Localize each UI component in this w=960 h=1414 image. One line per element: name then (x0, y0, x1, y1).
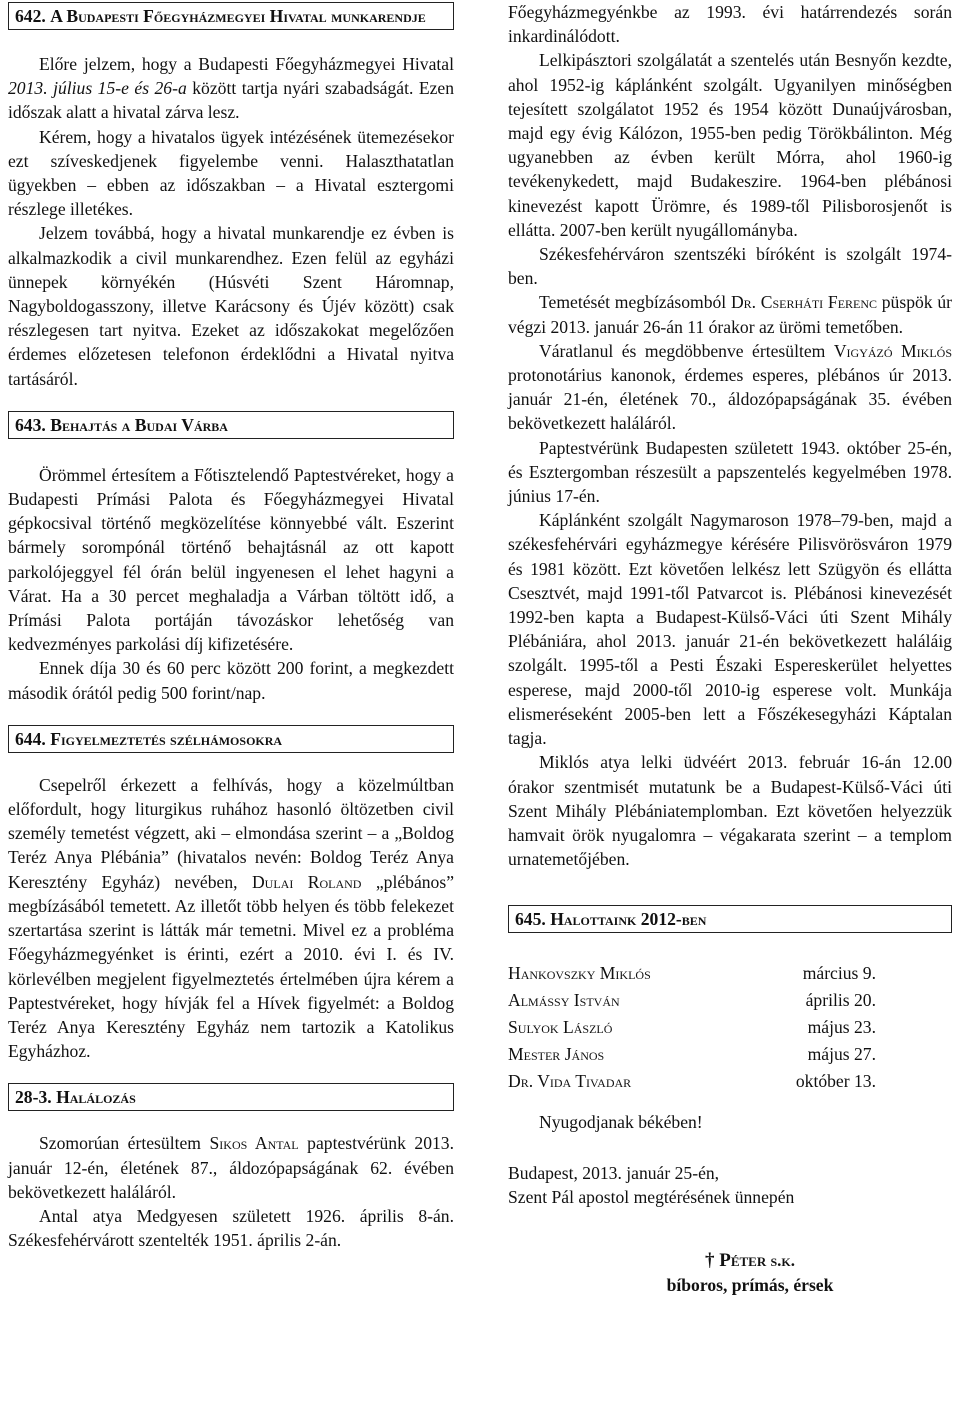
paragraph: Temetését megbízásomból Dr. Cserháti Ferenc püspök úr végzi 2013. január 26-án 11 órakor az ürömi temetőben. (508, 292, 952, 337)
section-heading-28-3 (8, 1083, 454, 1111)
person-name: Dr. Cserháti Ferenc (730, 292, 878, 313)
person-name: Dulai Roland (251, 871, 362, 892)
heading-number: 644. (15, 728, 46, 749)
list-item: Dr. Vida Tivadar október 13. (508, 1071, 876, 1092)
left-column (8, 0, 454, 1252)
person-name: Sikos Antal (209, 1133, 299, 1154)
cross-icon: † (704, 1249, 715, 1271)
heading-number: 643. (15, 414, 46, 435)
paragraph: Kérem, hogy a hivatalos ügyek intézésének ütemezésekor ezt szíveskedjenek figyelembe venni. Halaszthatatlan ügyekben – ebben az időszakban – a Hivatal esztergomi részlege illetékes. (8, 126, 454, 220)
paragraph: Csepelről érkezett a felhívás, hogy a közelmúltban előfordult, hogy liturgikus ruhához hasonló öltözetben civil személy temetést végzett, aki – elmondása szerint – a „Boldog Teréz Anya Plébánia” (hivatalos nevén: Boldog Teréz Anya Keresztény Egyház) nevében, Dulai Roland „plébános” megbízásából temetett. Az illetőt több helyen és több felekezet szertartása szerint is látták már temetni. Mivel ez a probléma Főegyházmegyénket is érinti, ezért a 2010. évi I. és IV. körlevélben megjelent figyelmeztetés értelmében újra kérem a Paptestvéreket, hogy hívják fel a Hívek figyelmét: a Boldog Teréz Anya Keresztény Egyház nem tartozik a Katolikus Egyházhoz. (8, 774, 455, 1062)
heading-number: 642. (15, 6, 46, 26)
heading-title: Behajtás a Budai Várba (50, 414, 228, 435)
paragraph: Lelkipásztori szolgálatát a szentelés után Besnyőn kezdte, ahol 1952-ig káplánként szolgált. Ugyanilyen minőségben tejesített szolgálatot 1952 és 1954 között Dunaújvárosban, majd egy évig Kálózon, 1955-ben pedig Törökbálinton. Még ugyanebben az évben került Mórra, ahol 1960-ig tevékenykedett, majd Budakeszire. 1964-ben plébánosi kinevezést kapott Ürömre, és 1989-től Pilisborosjenőt is ellátta. 2007-ben került nyugállományba. (508, 50, 952, 240)
heading-title: Figyelmeztetés szélhámosokra (50, 728, 283, 749)
list-item: Hankovszky Miklós március 9. (508, 963, 876, 984)
feast-line: Szent Pál apostol megtérésének ünnepén (508, 1186, 795, 1207)
paragraph: Jelzem továbbá, hogy a hivatal munkarendje ez évben is alkalmazkodik a civil munkarendhez. Ezen felül az egyházi ünnepek környékén (Húsvéti Szent Háromnap, Nagyboldogasszony, illetve Karácsony és Újév között) csak részlegesen tart nyitva. Ezeket az időszakokat megelőzően érdemes előzetesen telefonon érdeklődni a Hivatal nyitva tartásáról. (8, 223, 454, 389)
rip-line: Nyugodjanak békében! (539, 1112, 703, 1133)
section-heading-644 (8, 725, 454, 753)
heading-title: Halálozás (56, 1087, 136, 1108)
heading-title: A Budapesti Főegyházmegyei Hivatal munkarendje (50, 6, 426, 26)
section-heading-642 (8, 2, 454, 30)
list-item: Mester János május 27. (508, 1044, 876, 1065)
paragraph: Ennek díja 30 és 60 perc között 200 forint, a megkezdett második órától pedig 500 forint/nap. (8, 658, 454, 703)
signature-title: bíboros, prímás, érsek (666, 1275, 834, 1296)
paragraph: Előre jelzem, hogy a Budapesti Főegyházmegyei Hivatal 2013. július 15-e és 26-a között tartja nyári szabadságát. Ezen időszak alatt a hivatal zárva lesz. (8, 54, 454, 123)
heading-number: 645. (515, 909, 546, 930)
list-item: Sulyok László május 23. (508, 1017, 876, 1038)
place-date: Budapest, 2013. január 25-én, (508, 1162, 720, 1183)
heading-number: 28-3. (15, 1087, 52, 1108)
paragraph: Káplánként szolgált Nagymaroson 1978–79-ben, majd a székesfehérvári egyházmegye kérésére Pilisvörösváron 1979 és 1981 között. Ezt követően lelkész lett Szügyön és ellátta Csesztvét, majd 1991-től Patvarcot is. Plébánosi kinevezését 1992-ben kapta a Budapest-Külső-Váci úti Szent Mihály Plébániára, ahol 2013. január 21-én bekövetkezett haláláig szolgált. 1995-től a Pesti Északi Espereskerület helyettes esperese, majd 2000-től 2010-ig esperese volt. Munkája elismeréseként 2005-ben lett a Főszékesegyházi Káptalan tagja. (508, 510, 952, 749)
paragraph: Antal atya Medgyesen született 1926. április 8-án. Székesfehérvárott szentelték 1951. április 2-án. (8, 1205, 454, 1251)
paragraph: Paptestvérünk Budapesten született 1943. október 25-én, és Esztergomban részesült a papszentelés kegyelmében 1978. június 17-én. (508, 437, 952, 507)
deceased-list (508, 961, 952, 1096)
paragraph: Székesfehérváron szentszéki bíróként is szolgált 1974-ben. (508, 244, 952, 289)
paragraph: Főegyházmegyénkbe az 1993. évi határrendezés során inkardinálódott. (508, 2, 952, 47)
paragraph: Örömmel értesítem a Főtisztelendő Paptestvéreket, hogy a Budapesti Prímási Palota és Főegyházmegyei Hivatal gépkocsival történő megközelítése könnyebbé vált. Eszerint bármely sorompónál történő behajtásnál az ott kapott parkolójeggyel fél órán belül ingyenesen el lehet hagyni a Várat. Ha a 30 percet meghaladja a Várban töltött idő, a Prímási Palota portáján távozáskor lehetőség van kedvezményes parkolási díj kifizetésére. (8, 464, 454, 655)
paragraph: Szomorúan értesültem Sikos Antal paptestvérünk 2013. január 12-én, életének 87., áldozópapságának 62. évében bekövetkezett haláláról. (8, 1133, 454, 1202)
right-column (508, 0, 952, 1297)
section-heading-645 (508, 905, 952, 933)
section-heading-643 (8, 411, 454, 439)
list-item: Almássy István április 20. (508, 990, 876, 1011)
paragraph: Váratlanul és megdöbbenve értesültem Vigyázó Miklós protonotárius kanonok, érdemes esperes, plébános úr 2013. január 21-én, életének 70., áldozópapságának 35. évében bekövetkezett haláláról. (508, 340, 953, 434)
paragraph: Miklós atya lelki üdvéért 2013. február 16-án 12.00 órakor szentmisét mutatunk be a Budapest-Külső-Váci úti Szent Mihály Plébániatemplomban. Ezt követően helyezzük hamvait örök nyugalomra – végakarata szerint – a templom urnatemetőjében. (508, 752, 952, 870)
person-name: Vigyázó Miklós (833, 340, 953, 361)
signature-name: † Péter s.k. (704, 1249, 796, 1271)
heading-title: Halottaink 2012-ben (550, 909, 707, 930)
